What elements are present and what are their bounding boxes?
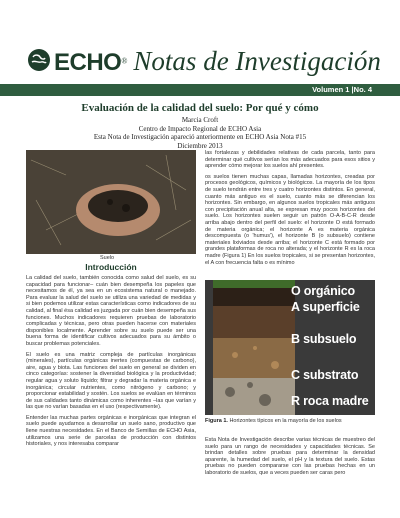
soil-in-hand-illustration: [26, 150, 196, 254]
intro-paragraph-1: La calidad del suelo, también conocida como salud del suelo, es su capacidad para funcionar– cuán bien desempeña los papeles que necesitamos de él, ya sea en un ecosistema natural o manejado. Para evaluar la salud del suelo se utiliza una variedad de medidas y si bien podemos utilizar estas características como indicadores de su calidad, al final ésa calidad es juzgada por cuán bien desempeña sus funciones. Muchos indicadores requieren pruebas de laboratorio complicadas y técnicas, pero otras pueden hacerse con materiales disponibles localmente. Aprender sobre su suelo puede ser una buena forma de identificar cultivos adecuados para su ámbito o buscar problemas potenciales.: [26, 275, 196, 347]
soil-photo: [26, 150, 196, 254]
horizon-a-label: A superficie: [291, 300, 360, 314]
right-column-bottom: [205, 437, 375, 481]
intro-paragraph-3: Entender las muchas partes orgánicas e inorgánicas que integran el suelo puede ayudarnos a desarrollar un suelo sano, productivo que llene nuestras necesidades. En el Banco de Semillas de ECHO Asia, utilizamos una serie de parcelas de producción con distintos historiales, y nos interesaba comparar: [26, 414, 196, 448]
figure-caption-label: Figura 1.: [205, 418, 228, 424]
author: Marcia Croft: [181, 116, 219, 124]
volume-label: Volumen 1 |No. 4: [312, 85, 372, 94]
registered-mark: ®: [121, 56, 128, 66]
left-column: [26, 262, 196, 452]
horizon-b-label: B subsuelo: [291, 332, 357, 346]
article-title: Evaluación de la calidad del suelo: Por qué y cómo: [81, 102, 319, 114]
brand-title: [54, 46, 381, 77]
intro-heading: Introducción: [85, 262, 137, 272]
horizon-o-label: O orgánico: [291, 284, 355, 298]
figure-caption: [205, 418, 375, 424]
volume-bar: [0, 84, 400, 96]
echo-globe-logo-icon: [27, 48, 51, 72]
prior-publication-note: Esta Nota de Investigación apareció anteriormente en ECHO Asia Nota #15: [93, 133, 307, 141]
brand-name: ECHO: [54, 49, 122, 76]
soil-profile-figure: [205, 280, 375, 415]
right-paragraph-2: os suelos tienen muchas capas, llamadas horizontes, creadas por procesos geológicos, químicos y biológicos. La mayoría de los tipos de suelo tendrán entre tres y cuatro horizontes distintos. En general, cuanto más antiguo es el suelo, cuanto más se diferencian los horizontes. Sin embargo, en algunos suelos tropicales más antiguos con precipitación anual alta, se expresan muy pocos horizontes del suelo. Los horizontes suelen seguir un patrón O-A-B-C-R desde arriba abajo dentro del perfil del suelo: el horizonte O está formado de materia orgánica; el horizonte A es materia orgánica descompuesta (o 'humus'), el horizonte B (o subsuelo) contiene materiales lixiviados desde arriba; el horizonte C está formado por grandes plataformas de roca no alterada; y el horizonte R es la roca madre (Figura 1) En los suelos tropicales, si se presentan horizontes, el A con frecuencia falta o es mínimo: [205, 173, 375, 266]
right-paragraph-1: las fortalezas y debilidades relativas de cada parcela, tanto para determinar qué cultivos serían los más adecuados para esos sitios y aprender cómo mejorar los suelos ahí presentes.: [205, 150, 375, 170]
affiliation: Centro de Impacto Regional de ECHO Asia: [138, 124, 262, 133]
right-column: [205, 150, 375, 270]
publication-date: Diciembre 2013: [177, 141, 223, 150]
series-title: Notas de Investigación: [133, 46, 381, 76]
figure-caption-text: Horizontes típicos en la mayoría de los suelos: [227, 418, 342, 424]
intro-paragraph-2: El suelo es una matriz compleja de partículas inorgánicas (minerales), partículas orgánicas inertes (compuestas de carbono), aire, agua y biota. Las funciones del suelo en general se dividen en cinco categorías: sostener la diversidad biológica y la productividad; regular agua y soluto líquido; filtrar y degradar la materia orgánica e inorgánica; circular nutrientes, como nitrógeno y carbono; y proporcionar estabilidad y sostén. Los suelos se evalúan en términos de sus calidades tanto dinámicas como inherentes –las que varían y las que no varían basadas en el uso (respectivamente).: [26, 351, 196, 411]
photo-caption: Suelo: [100, 255, 115, 261]
byline: [0, 116, 400, 150]
horizon-c-label: C substrato: [291, 368, 359, 382]
right-bottom-paragraph-1: Esta Nota de Investigación describe varias técnicas de muestreo del suelo para un rango de necesidades y capacidades técnicas. Se brindan detalles sobre pruebas para determinar la densidad aparente, la humedad del suelo, el pH y la textura del suelo. Estas pruebas no pueden compararse con las pruebas hechas en un laboratorio de suelos, que a veces pueden ser caras pero: [205, 437, 375, 476]
header: [0, 0, 400, 100]
horizon-r-label: R roca madre: [291, 394, 369, 408]
